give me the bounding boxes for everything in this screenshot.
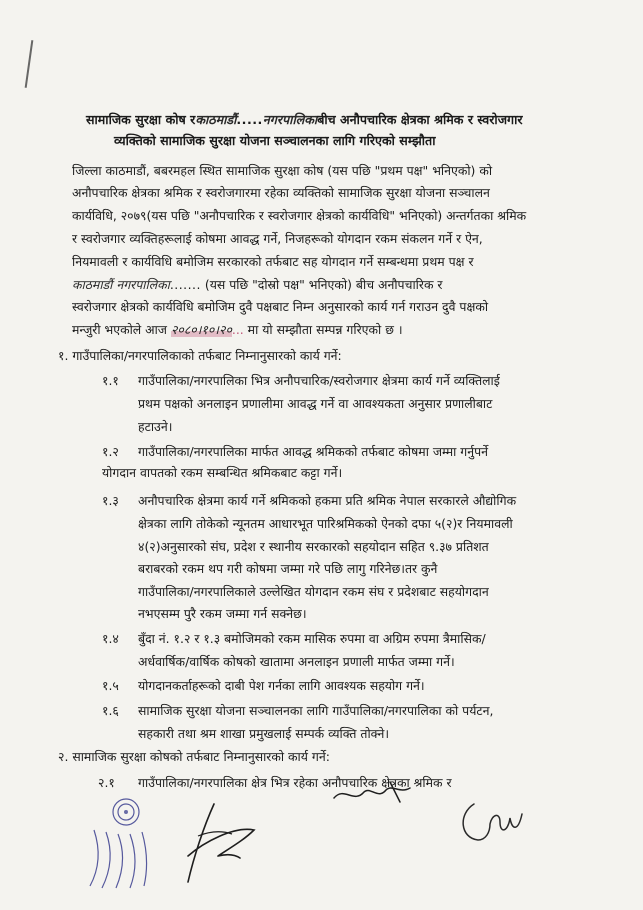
clause-1-4-line-1: बुँदा नं. १.२ र १.३ बमोजिमको रकम मासिक रुपमा वा अग्रिम रुपमा त्रैमासिक/ (138, 631, 486, 646)
clause-1-2-line-1: गाउँपालिका/नगरपालिका मार्फत आवद्ध श्रमिकको तर्फबाट कोषमा जम्मा गर्नुपर्ने (138, 444, 489, 459)
office-stamp-seal (84, 790, 168, 890)
clause-number: २.१ (98, 775, 115, 790)
intro-line-1: जिल्ला काठमाडौं, बबरमहल स्थित सामाजिक सुरक्षा कोष (यस पछि "प्रथम पक्ष" भनिएको) को (72, 163, 493, 178)
clause-1-3-line-4: बराबरको रकम थप गरी कोषमा जम्मा गरे पछि लागु गरिनेछ।तर कुनै (138, 561, 438, 576)
clause-1-1-line-1: गाउँपालिका/नगरपालिका भित्र अनौपचारिक/स्वरोजगार क्षेत्रमा कार्य गर्ने व्यक्तिलाई (138, 373, 500, 388)
clause-1-2-line-2: योगदान वापतको रकम सम्बन्धित श्रमिकबाट कट्टा गर्ने। (102, 465, 343, 480)
clause-1-3-line-5: गाउँपालिका/नगरपालिकाले उल्लेखित योगदान रकम संघ र प्रदेशबाट सहयोगदान (138, 584, 489, 599)
handwritten-second-party: काठमाडौं नगरपालिका (72, 277, 170, 292)
clause-number: १.३ (102, 493, 119, 508)
clause-1-3-line-2: क्षेत्रका लागि तोकेको न्यूनतम आधारभूत पारिश्रमिकको ऐनको दफा ५(२)र नियमावली (138, 516, 513, 531)
section-1-heading: १. गाउँपालिका/नगरपालिकाको तर्फबाट निम्नानुसारको कार्य गर्ने: (58, 348, 342, 363)
clause-1-3-line-6: नभएसम्म पुरै रकम जम्मा गर्न सक्नेछ। (138, 606, 307, 621)
intro-line-2: अनौपचारिक क्षेत्रका श्रमिक र स्वरोजगारमा रहेका व्यक्तिको सामाजिक सुरक्षा योजना सञ्चालन (72, 185, 490, 200)
clause-number: १.५ (102, 678, 119, 693)
intro-line-8: मन्जुरी भएकोले आज २०८०।१०।२०... मा यो सम्झौता सम्पन्न गरिएको छ । (72, 322, 403, 337)
signature-left (174, 796, 264, 892)
clause-number: १.२ (102, 444, 119, 459)
intro-line-5: नियमावली र कार्यविधि बमोजिम सरकारको तर्फबाट सह योगदान गर्ने सम्बन्धमा प्रथम पक्ष र (72, 254, 474, 269)
handwritten-date: २०८०।१०।२० (170, 322, 232, 337)
title-text: सामाजिक सुरक्षा कोष र (86, 112, 196, 127)
clause-1-4-line-2: अर्धवार्षिक/वार्षिक कोषको खातामा अनलाइन प्रणाली मार्फत जम्मा गर्ने। (138, 654, 455, 669)
clause-1-1-line-3: हटाउने। (138, 419, 173, 434)
clause-number: १.१ (102, 373, 119, 388)
clause-number: १.४ (102, 631, 119, 646)
clause-2-1-line-1: गाउँपालिका/नगरपालिका क्षेत्र भित्र रहेका अनौपचारिक क्षेत्रका श्रमिक र (138, 775, 452, 790)
handwritten-city: काठमाडौं (195, 112, 237, 127)
intro-line-3: कार्यविधि, २०७९(यस पछि "अनौपचारिक र स्वरोजगार क्षेत्रको कार्यविधि" भनिएको) अन्तर्गतका श्रमिक (72, 208, 527, 223)
clause-number: १.६ (102, 703, 119, 718)
title-line-1: सामाजिक सुरक्षा कोष रकाठमाडौं.....नगरपालिकाबीच अनौपचारिक क्षेत्रका श्रमिक र स्वरोजगार (86, 112, 523, 127)
title-text-end: बीच अनौपचारिक क्षेत्रका श्रमिक र स्वरोजगार (317, 112, 523, 127)
signature-right (456, 794, 532, 850)
intro-line-4: र स्वरोजगार व्यक्तिहरूलाई कोषमा आवद्ध गर्ने, निजहरूको योगदान रकम संकलन गर्ने र ऐन, (72, 231, 483, 246)
signature-middle (330, 778, 420, 808)
handwritten-municipality-type: नगरपालिका (262, 112, 318, 127)
clause-1-6-line-2: सहकारी तथा श्रम शाखा प्रमुखलाई सम्पर्क व्यक्ति तोक्ने। (138, 726, 390, 741)
section-2-heading: २. सामाजिक सुरक्षा कोषको तर्फबाट निम्नानुसारको कार्य गर्ने: (58, 749, 330, 764)
intro-line-7: स्वरोजगार क्षेत्रको कार्यविधि बमोजिम दुवै पक्षबाट निम्न अनुसारको कार्य गर्न गराउन दुवै पक्षको (72, 299, 489, 314)
clause-1-3-line-3: ४(२)अनुसारको संघ, प्रदेश र स्थानीय सरकारको सहयोदान सहित ९.३७ प्रतिशत (138, 539, 489, 554)
intro-line-6: काठमाडौं नगरपालिका....... (यस पछि "दोस्रो पक्ष" भनिएको) बीच अनौपचारिक र (72, 277, 443, 292)
title-line-2: व्यक्तिको सामाजिक सुरक्षा योजना सञ्चालनका लागि गरिएको सम्झौता (114, 133, 436, 148)
pen-mark (25, 40, 34, 88)
clause-1-3-line-1: अनौपचारिक क्षेत्रमा कार्य गर्ने श्रमिकको हकमा प्रति श्रमिक नेपाल सरकारले औद्योगिक (138, 493, 517, 508)
clause-1-5-line-1: योगदानकर्ताहरूको दाबी पेश गर्नका लागि आवश्यक सहयोग गर्ने। (138, 678, 425, 693)
clause-1-1-line-2: प्रथम पक्षको अनलाइन प्रणालीमा आवद्ध गर्ने वा आवश्यकता अनुसार प्रणालीबाट (138, 396, 493, 411)
clause-1-6-line-1: सामाजिक सुरक्षा योजना सञ्चालनका लागि गाउँपालिका/नगरपालिका को पर्यटन, (138, 703, 494, 718)
